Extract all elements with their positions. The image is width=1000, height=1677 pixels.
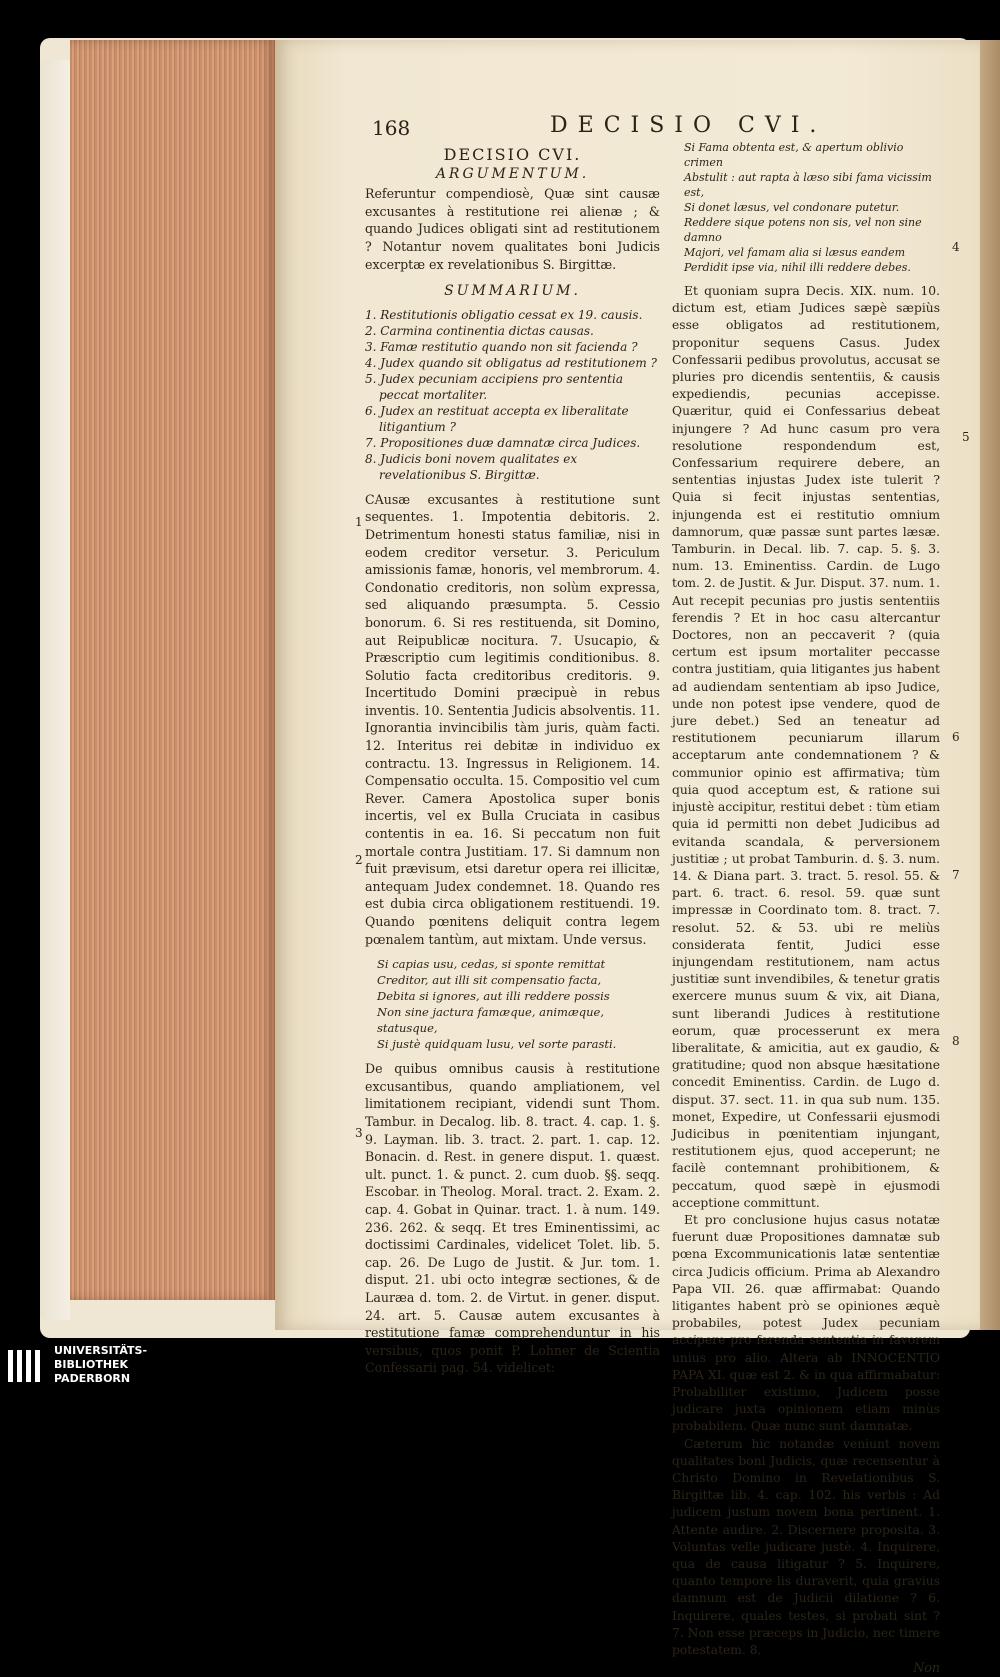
- margin-number: 3: [355, 1126, 363, 1140]
- verse-line: Si justè quidquam lusu, vel sorte parasti.: [377, 1037, 617, 1052]
- right-column: [672, 140, 940, 1677]
- catchword: Non: [913, 1660, 940, 1676]
- summarium-item: 1. Restitutionis obligatio cessat ex 19. causis.: [365, 307, 643, 322]
- margin-number: 8: [952, 1034, 960, 1048]
- verse-line: Abstulit : aut rapta à læso sibi fama vicissim est,: [684, 171, 932, 199]
- body-paragraph-qualitates: Cæterum hic notandæ veniunt novem qualitates boni Judicis, quæ recensentur à Christo Domino in Revelationibus S. Birgittæ lib. 4. cap. 102. his verbis : Ad judicem justum novem bona pertinent. 1. Attente audire. 2. Discernere proposita. 3. Voluntas velle judicare justè. 4. Inquirere, qua de causa litigatur ? 5. Inquirere, quanto tempore lis duraverit, quia gravius damnum est de Judicii dilatione ? 6. Inquirere, quales testes, si probati sint ? 7. Non esse præceps in Judicio, nec timere potestatem. 8.: [672, 1436, 940, 1658]
- running-head: DECISIO CVI.: [550, 113, 827, 138]
- left-column: [365, 144, 660, 1377]
- book-cover-left: [40, 60, 70, 1320]
- summarium-item: 7. Propositiones duæ damnatæ circa Judices.: [365, 435, 641, 450]
- summarium-item: 2. Carmina continentia dictas causas.: [365, 323, 594, 338]
- summarium-item: 5. Judex pecuniam accipiens pro sententia peccat mortaliter.: [365, 371, 623, 402]
- library-name-line: UNIVERSITÄTS-: [54, 1344, 148, 1357]
- summarium-item: 4. Judex quando sit obligatus ad restitutionem ?: [365, 355, 657, 370]
- body-paragraph-causae: CAusæ excusantes à restitutione sunt sequentes. 1. Impotentia debitoris. 2. Detrimentum honesti status familiæ, nisi in eodem creditor versetur. 3. Periculum amissionis famæ, honoris, vel membrorum. 4. Condonatio creditoris, non solùm expressa, sed aliquando præsumpta. 5. Cessio bonorum. 6. Si res restituenda, sit Domino, aut Reipublicæ nocitura. 7. Usucapio, & Præscriptio cum legitimis conditionibus. 8. Solutio facta creditoribus creditoris. 9. Incertitudo Domini præcipuè in rebus inventis. 10. Sententia Judicis absolventis. 11. Ignorantia invincibilis tàm juris, quàm facti. 12. Interitus rei debitæ in individuo ex contractu. 13. Ingressus in Religionem. 14. Compensatio occulta. 15. Compositio vel cum Rever. Camera Apostolica super bonis incertis, vel ex Bulla Cruciata in casibus contentis in ea. 16. Si peccatum non fuit mortale contra Justitiam. 17. Si damnum non fuit prævisum, etsi daretur opera rei illicitæ, antequam Judex condemnet. 18. Quando res est dubia circa obligationem restituendi. 19. Quando pœnitens deliquit contra legem pœnalem tantùm, aut mixtam. Unde versus.: [365, 491, 660, 947]
- library-logo-icon: [6, 1346, 46, 1386]
- margin-number: 7: [952, 868, 960, 882]
- summarium-item: 3. Famæ restitutio quando non sit facienda ?: [365, 339, 638, 354]
- margin-number: 5: [962, 430, 970, 444]
- page-number: 168: [372, 116, 411, 140]
- body-paragraph-casus: Et quoniam supra Decis. XIX. num. 10. dictum est, etiam Judices sæpè sæpiùs esse obligatos ad restitutionem, proponitur sequens Casus. Judex Confessarii pedibus provolutus, accusat se pluries pro dicendis sententiis, & causis expediendis, pecunias accepisse. Quæritur, quid ei Confessarius debeat injungere ? Ad hunc casum pro vera resolutione respondendum est, Confessarium requirere debere, an sententias injustas Judex iste tulerit ? Quia si fecit injustas sententias, injungenda est ei restitutio omnium damnorum, quæ passæ sunt partes læsæ. Tamburin. in Decal. lib. 7. cap. 5. §. 3. num. 13. Eminentiss. Cardin. de Lugo tom. 2. de Justit. & Jur. Disput. 37. num. 1. Aut recepit pecunias pro justis sententiis ferendis ? Et in hoc casu altercantur Doctores, non an peccaverit ? (quia certum est ipsum mortaliter peccasse contra justitiam, quia litigantes jus habent ad audiendam sententiam ab ipso Judice, unde non potest ipse vendere, quod de jure debet.) Sed an teneatur ad restitutionem pecuniarum illarum acceptarum ante condemnationem ? & communior opinio est affirmativa; tùm quia quod acceptum est, & ratione sui injustè accipitur, restitui debet : tùm etiam quia id permitti non debet Judicibus ad evitanda scandala, & perversionem justitiæ ; ut probat Tamburin. d. §. 3. num. 14. & Diana part. 3. tract. 5. resol. 55. & part. 6. tract. 6. resol. 59. quæ sunt impressæ in Coordinato tom. 8. tract. 7. resolut. 52. & 53. ubi re meliùs considerata fentit, Judici esse injungendam restitutionem, nam actus justitiæ sunt invendibiles, & tenetur gratis exercere munus suum & vix, ait Diana, sunt liberandi Judices à restitutione eorum, quæ processerunt ex mera liberalitate, & amicitia, aut ex gaudio, & gratitudine; quod non absque hæsitatione concedit Eminentiss. Cardin. de Lugo d. disput. 37. sect. 11. in qua sub num. 135. monet, Expedire, ut Confessarii ejusmodi Judicibus in pœnitentiam injungant, restitutionem ejus, quod acceperunt; ne facilè contemnant prohibitionem, & peccatum, quod sæpè in ejusmodi acceptione committunt.: [672, 284, 940, 1210]
- verse-block: [365, 956, 660, 1052]
- summarium-list: [365, 307, 660, 483]
- verse-line: Reddere sique potens non sis, vel non sine damno: [684, 216, 922, 244]
- margin-number: 4: [952, 240, 960, 254]
- library-name-line: PADERBORN: [54, 1372, 131, 1385]
- summarium-item: 8. Judicis boni novem qualitates ex revelationibus S. Birgittæ.: [365, 451, 578, 482]
- margin-number: 2: [355, 853, 363, 867]
- verse-line: Majori, vel famam alia si læsus eandem: [684, 246, 906, 259]
- library-name-line: BIBLIOTHEK: [54, 1358, 129, 1371]
- verse-line: Debita si ignores, aut illi reddere possis: [377, 989, 610, 1004]
- verse-line: Creditor, aut illi sit compensatio facta,: [377, 973, 602, 988]
- library-name: [54, 1344, 147, 1386]
- summarium-item: 6. Judex an restituat accepta ex liberalitate litigantium ?: [365, 403, 629, 434]
- verse-block-fama: [672, 140, 940, 275]
- margin-number: 1: [355, 515, 363, 529]
- page-edges: [70, 40, 275, 1300]
- verse-line: Si capias usu, cedas, si sponte remittat: [377, 957, 606, 972]
- verse-line: Si donet læsus, vel condonare putetur.: [684, 201, 900, 214]
- summarium-heading: SUMMARIUM.: [444, 283, 581, 300]
- verse-line: Non sine jactura famæque, animæque, statusque,: [377, 1005, 604, 1036]
- argumentum-text: Referuntur compendiosè, Quæ sint causæ excusantes à restitutione rei alienæ ; & quando Judices obligati sint ad restitutionem ? Notantur novem qualitates boni Judicis excerptæ ex revelationibus S. Birgittæ.: [365, 186, 660, 272]
- verse-line: Si Fama obtenta est, & apertum oblivio crimen: [684, 141, 904, 169]
- next-page-edge: [980, 40, 1000, 1330]
- decisio-title: DECISIO CVI.: [443, 145, 582, 164]
- margin-number: 6: [952, 730, 960, 744]
- verse-line: Perdidit ipse via, nihil illi reddere debes.: [684, 261, 911, 274]
- body-paragraph-references: De quibus omnibus causis à restitutione excusantibus, quando ampliationem, vel limitationem recipiant, videndi sunt Thom. Tambur. in Decalog. lib. 8. tract. 4. cap. 1. §. 9. Layman. lib. 3. tract. 2. part. 1. cap. 12. Bonacin. d. Rest. in genere disput. 1. quæst. ult. punct. 1. & punct. 2. cum duob. §§. seqq. Escobar. in Theolog. Moral. tract. 2. Exam. 2. cap. 4. Gobat in Quinar. tract. 1. à num. 149. 236. 262. & seqq. Et tres Eminentissimi, ac doctissimi Cardinales, videlicet Tolet. lib. 5. cap. 26. De Lugo de Justit. & Jur. tom. 1. disput. 21. ubi octo integræ sectiones, & de Lauræa d. tom. 2. de Virtut. in gener. disput. 24. art. 5. Causæ autem excusantes à restitutione famæ comprehenduntur in his versibus, quos ponit P. Lohner de Scientia Confessarii pag. 54. videlicet:: [365, 1061, 660, 1376]
- body-paragraph-propositiones: Et pro conclusione hujus casus notatæ fuerunt duæ Propositiones damnatæ sub pœna Excommunicationis latæ sententiæ circa Judicis officium. Prima ab Alexandro Papa VII. 26. quæ affirmabat: Quando litigantes habent prò se opiniones æquè probabiles, potest Judex pecuniam accipere pro ferenda sententia in favorem unius pro alio. Altera ab INNOCENTIO PAPA XI. quæ est 2. & in qua affirmabatur: Probabiliter existimo, Judicem posse judicare juxta opinionem etiam minùs probabilem. Quæ nunc sunt damnatæ.: [672, 1212, 940, 1434]
- argumentum-heading: ARGUMENTUM.: [435, 165, 590, 182]
